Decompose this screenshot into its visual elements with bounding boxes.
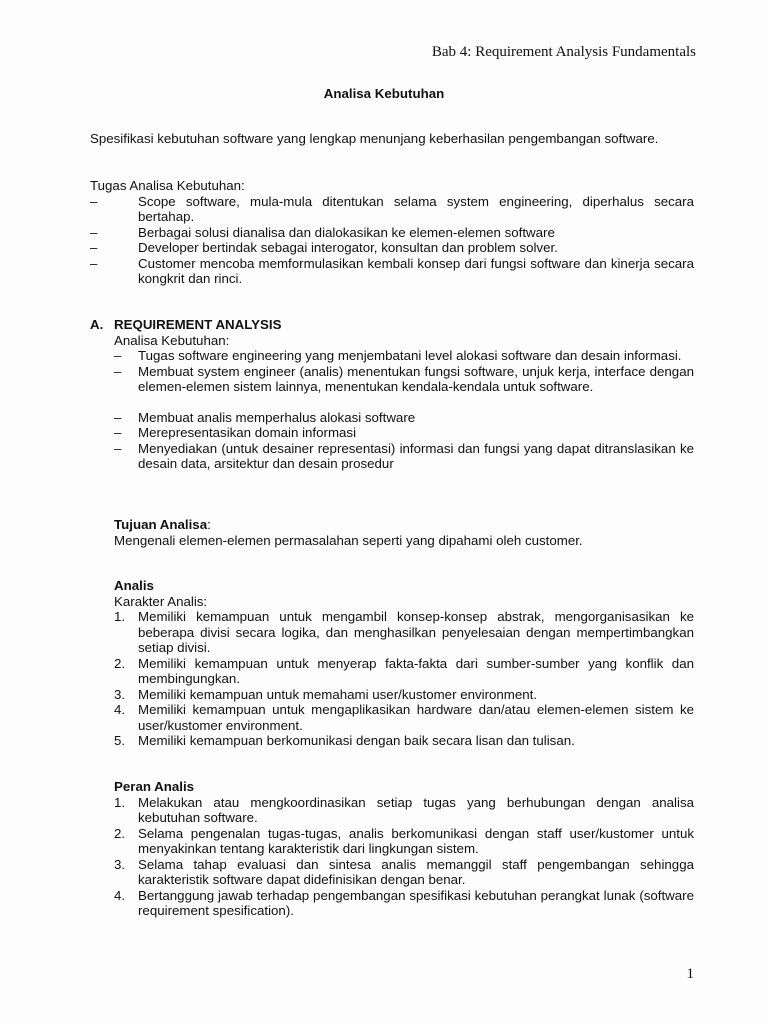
page-title: Analisa Kebutuhan bbox=[323, 86, 445, 101]
tujuan-heading: Tujuan Analisa bbox=[114, 517, 208, 532]
list-item: – Developer bertindak sebagai interogator, konsultan dan problem solver. bbox=[90, 240, 558, 255]
bullet: – bbox=[90, 193, 98, 209]
analis-subheading: Karakter Analis: bbox=[114, 593, 208, 609]
list-item: – Tugas software engineering yang menjembatani level alokasi software dan desain informasi. bbox=[114, 348, 682, 363]
tujuan-text: Mengenali elemen-elemen permasalahan seperti yang dipahami oleh customer. bbox=[114, 532, 583, 548]
list-item: 3. Memiliki kemampuan untuk memahami user/kustomer environment. bbox=[114, 686, 538, 702]
bullet: – bbox=[90, 255, 98, 271]
intro-paragraph bbox=[90, 131, 694, 147]
section-title: REQUIREMENT ANALYSIS bbox=[114, 317, 282, 332]
analis-section bbox=[114, 578, 694, 609]
analis-list bbox=[114, 609, 694, 749]
list-item: 2. Selama pengenalan tugas-tugas, analis berkomunikasi dengan staff user/kustomer untuk menyakinkan tentang karakteristik dari lingkungan sistem. bbox=[114, 825, 694, 856]
peran-section bbox=[114, 779, 694, 919]
page-header: Bab 4: Requirement Analysis Fundamentals bbox=[431, 44, 696, 60]
analis-heading: Analis bbox=[114, 578, 154, 593]
list-item: 2. Memiliki kemampuan untuk menyerap fakta-fakta dari sumber-sumber yang konflik dan membingungkan. bbox=[114, 655, 694, 686]
bullet: – bbox=[114, 425, 122, 440]
tugas-heading: Tugas Analisa Kebutuhan: bbox=[90, 178, 245, 193]
list-item: – Scope software, mula-mula ditentukan selama system engineering, diperhalus secara bertahap. bbox=[90, 193, 694, 224]
bullet: – bbox=[90, 240, 98, 255]
section-marker: A. bbox=[90, 317, 104, 332]
list-item: 1. Melakukan atau mengkoordinasikan setiap tugas yang berhubungan dengan analisa kebutuhan software. bbox=[114, 794, 694, 825]
bullet: – bbox=[114, 348, 122, 363]
list-item: – Berbagai solusi dianalisa dan dialokasikan ke elemen-elemen software bbox=[90, 224, 555, 240]
intro-text: Spesifikasi kebutuhan software yang lengkap menunjang keberhasilan pengembangan software. bbox=[90, 131, 659, 146]
list-item: 4. Bertanggung jawab terhadap pengembangan spesifikasi kebutuhan perangkat lunak (software requirement spesification). bbox=[114, 887, 694, 918]
list-item: 5. Memiliki kemampuan berkomunikasi dengan baik secara lisan dan tulisan. bbox=[114, 733, 575, 748]
list-item: – Merepresentasikan domain informasi bbox=[114, 425, 357, 440]
section-heading bbox=[90, 317, 694, 333]
page-number: 1 bbox=[686, 966, 694, 982]
tugas-section bbox=[90, 178, 694, 287]
list-item: – Menyediakan (untuk desainer representasi) informasi dan fungsi yang dapat ditranslasikan ke desain data, arsitektur dan desain prosedur bbox=[114, 440, 694, 471]
list-item: – Membuat analis memperhalus alokasi software bbox=[114, 409, 416, 425]
list-item: 3. Selama tahap evaluasi dan sintesa analis memanggil staff pengembangan sehingga karakteristik software dapat didefinisikan dengan benar. bbox=[114, 856, 694, 887]
section-subheading: Analisa Kebutuhan: bbox=[114, 332, 230, 348]
tujuan-section: Tujuan Analisa: Mengenali elemen-elemen permasalahan seperti yang dipahami oleh customer. bbox=[114, 517, 694, 548]
bullet: – bbox=[114, 409, 122, 425]
list-item: 4. Memiliki kemampuan untuk mengaplikasikan hardware dan/atau elemen-elemen sistem ke user/kustomer environment. bbox=[114, 702, 694, 733]
section-requirement-analysis bbox=[90, 317, 694, 472]
peran-heading: Peran Analis bbox=[114, 779, 195, 794]
bullet: – bbox=[114, 440, 122, 456]
list-item: 1. Memiliki kemampuan untuk mengambil konsep-konsep abstrak, mengorganisasikan ke beberapa divisi secara logika, dan menghasilkan penyelesaian dengan mempertimbangkan setiap divisi. bbox=[114, 609, 694, 655]
bullet: – bbox=[114, 363, 122, 379]
list-item: – Membuat system engineer (analis) menentukan fungsi software, unjuk kerja, interface dengan elemen-elemen sistem lainnya, menentukan kendala-kendala untuk software. bbox=[114, 363, 694, 394]
list-item: – Customer mencoba memformulasikan kembali konsep dari fungsi software dan kinerja secara kongkrit dan rinci. bbox=[90, 255, 694, 286]
bullet: – bbox=[90, 224, 98, 240]
